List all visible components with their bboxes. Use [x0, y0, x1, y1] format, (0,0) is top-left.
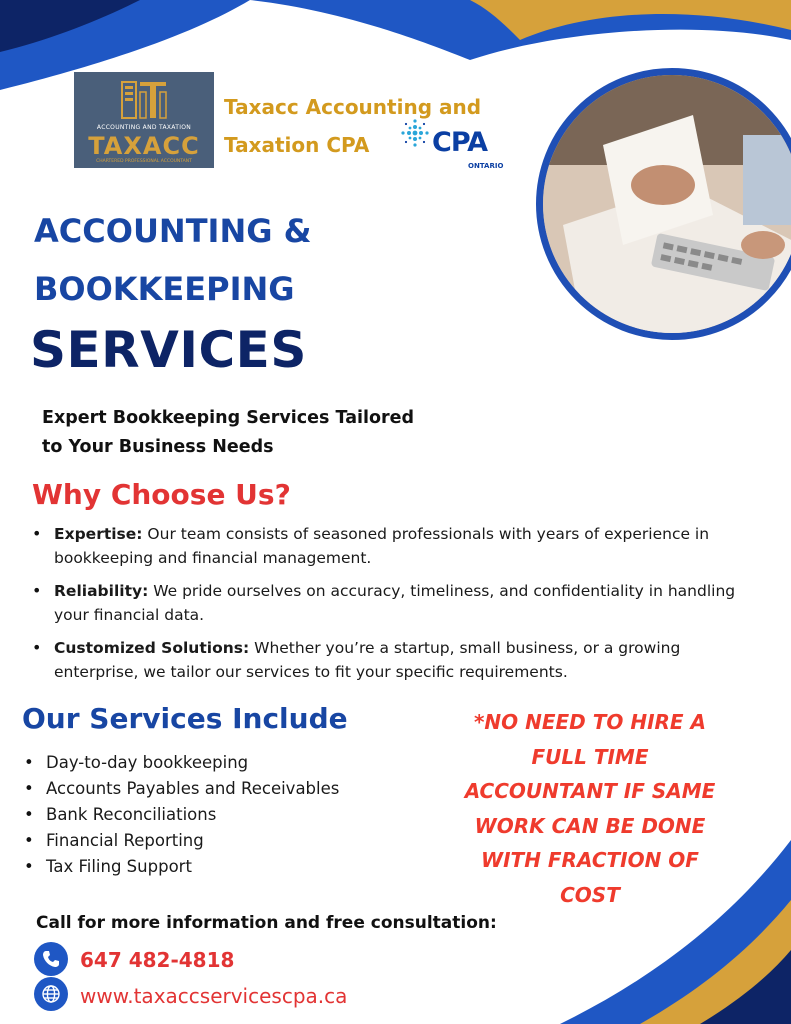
call-to-action: Call for more information and free consultation:: [36, 913, 497, 933]
headline-line2: BOOKKEEPING: [34, 270, 295, 308]
tagline-line1: Expert Bookkeeping Services Tailored: [42, 408, 415, 428]
callout-line: WORK CAN BE DONE: [474, 813, 706, 838]
no-need-callout: [430, 705, 750, 912]
tagline-line2: to Your Business Needs: [42, 437, 274, 457]
firm-name-line1: Taxacc Accounting and: [224, 95, 482, 119]
why-item-expertise: [54, 522, 766, 570]
why-heading: Why Choose Us?: [32, 478, 291, 511]
why-item-text: We pride ourselves on accuracy, timeliness, and confidentiality in handling your financial data.: [54, 582, 736, 624]
why-item-reliability: [54, 579, 766, 627]
photo-illustration: [543, 75, 791, 333]
headline-line3: SERVICES: [30, 321, 307, 379]
website-link[interactable]: www.taxaccservicescpa.ca: [80, 984, 348, 1008]
cpa-wordmark: CPA: [432, 127, 488, 158]
callout-line: COST: [560, 882, 620, 907]
firm-name: [224, 88, 544, 164]
logo-tagline-bottom: CHARTERED PROFESSIONAL ACCOUNTANT: [96, 159, 192, 164]
service-item: • Financial Reporting: [46, 828, 396, 854]
callout-line: WITH FRACTION OF: [481, 848, 699, 872]
taxacc-logo: [74, 72, 214, 168]
cpa-province: ONTARIO: [468, 162, 504, 170]
why-item-label: Expertise:: [54, 525, 143, 543]
accountant-photo: [536, 68, 791, 340]
callout-line: FULL TIME: [531, 744, 649, 769]
why-list: [54, 522, 766, 693]
services-heading: Our Services Include: [22, 702, 348, 735]
logo-wordmark: TAXACC: [88, 132, 200, 160]
service-item: • Day-to-day bookkeeping: [46, 750, 396, 776]
why-item-text: Whether you’re a startup, small business, or a growing enterprise, we tailor our services to fit your specific requirements.: [54, 639, 681, 681]
service-item: • Tax Filing Support: [46, 854, 396, 880]
phone-number[interactable]: 647 482-4818: [80, 948, 235, 972]
phone-icon: [34, 942, 68, 976]
globe-icon: [34, 977, 68, 1011]
why-item-customized: [54, 636, 766, 684]
cpa-maple-icon: [398, 116, 432, 150]
why-item-text: Our team consists of seasoned professionals with years of experience in bookkeeping and financial management.: [54, 525, 710, 567]
logo-tagline-top: ACCOUNTING AND TAXATION: [96, 124, 192, 131]
why-item-label: Customized Solutions:: [54, 639, 250, 657]
building-logo-icon: [118, 78, 170, 122]
services-list: [46, 750, 396, 880]
service-item: • Accounts Payables and Receivables: [46, 776, 396, 802]
callout-line: ACCOUNTANT IF SAME: [464, 779, 716, 803]
firm-name-line2: Taxation CPA: [224, 133, 370, 157]
callout-line: *NO NEED TO HIRE A: [473, 710, 707, 734]
why-item-label: Reliability:: [54, 582, 149, 600]
headline-line1: ACCOUNTING &: [34, 212, 312, 250]
tagline: [42, 404, 462, 462]
service-item: • Bank Reconciliations: [46, 802, 396, 828]
